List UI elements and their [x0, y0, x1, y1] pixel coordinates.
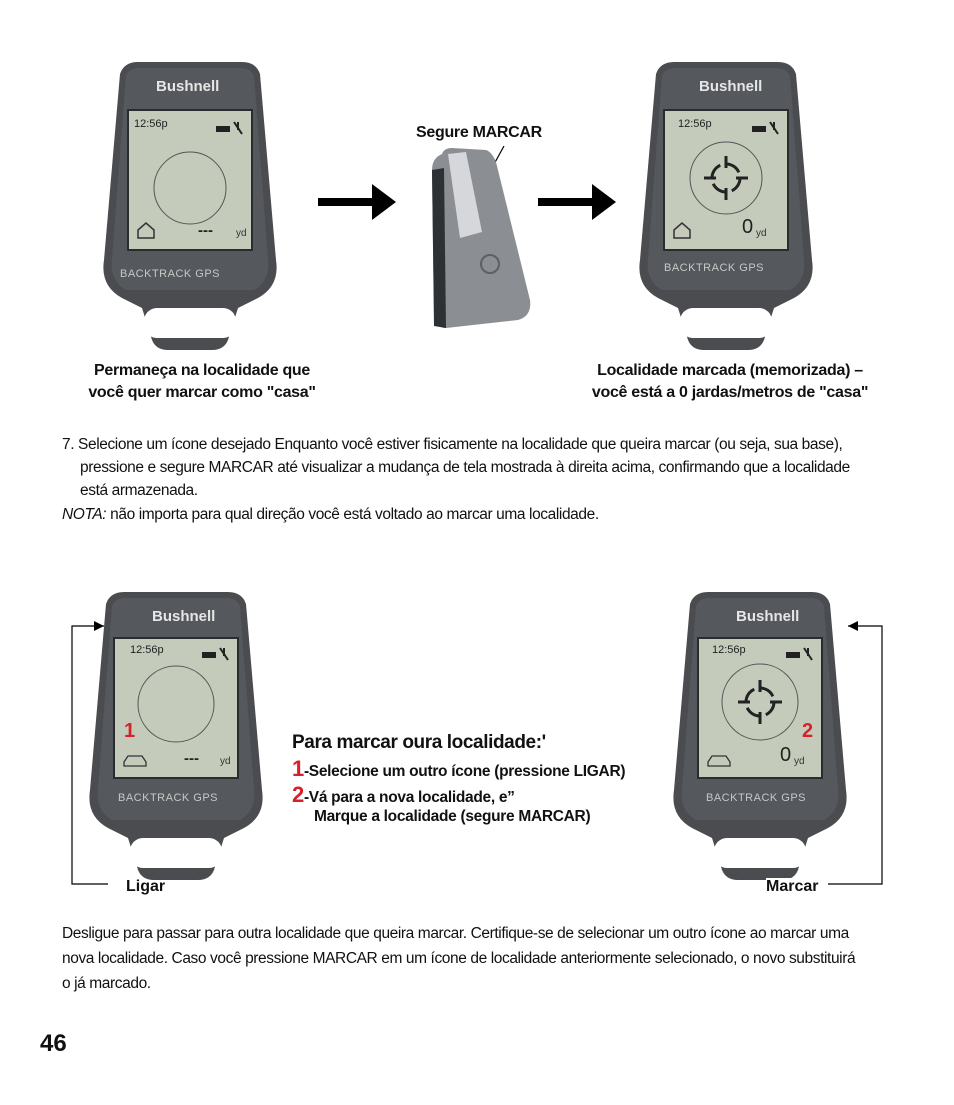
distance-unit: yd: [794, 756, 805, 767]
device-time: [678, 118, 712, 130]
paragraph-line: 7. Selecione um ícone desejado Enquanto você estiver fisicamente na localidade que queira marcar (ou seja, sua base),: [62, 436, 843, 453]
device-home-unmarked: [98, 60, 282, 352]
right-caption: [560, 360, 900, 404]
device-brand: Bushnell: [699, 78, 763, 95]
distance-readout: 0: [780, 744, 792, 766]
distance-unit: yd: [236, 228, 247, 239]
bottom-paragraph: [62, 921, 902, 996]
device-side-view: [426, 140, 546, 330]
note-line: [62, 503, 902, 526]
distance-unit: yd: [220, 756, 231, 767]
time-suffix: p: [157, 644, 164, 656]
device-model: BACKTRACK GPS: [706, 792, 807, 804]
step7-paragraph: [62, 433, 902, 502]
device-model: BACKTRACK GPS: [118, 792, 219, 804]
device-car-marked: [668, 590, 852, 882]
time-value: 12:56: [712, 644, 740, 656]
badge-one: 1: [124, 720, 136, 742]
note-text: não importa para qual direção você está voltado ao marcar uma localidade.: [106, 506, 599, 523]
hold-marcar-label: Segure MARCAR: [416, 124, 542, 141]
instructions-block: [292, 732, 672, 826]
paragraph-line: Desligue para passar para outra localidade que queira marcar. Certifique-se de selecionar um outro ícone ao marcar uma: [62, 925, 849, 942]
paragraph-line: o já marcado.: [62, 975, 151, 992]
distance-readout: ---: [198, 222, 213, 239]
marcar-label: Marcar: [766, 878, 822, 896]
device-time: [712, 644, 746, 656]
note-label: NOTA:: [62, 506, 107, 523]
marcar-bracket: [828, 618, 888, 888]
distance-readout: 0: [742, 216, 754, 238]
paragraph-line: nova localidade. Caso você pressione MARCAR em um ícone de localidade anteriormente selecionado, o novo substituirá: [62, 950, 856, 967]
right-arrow-icon: [538, 182, 618, 222]
instruction-step-2: [292, 782, 672, 808]
paragraph-line: está armazenada.: [80, 482, 198, 499]
step-number: 1: [292, 756, 304, 781]
time-value: 12:56: [134, 118, 162, 130]
step-number: 2: [292, 782, 304, 807]
device-brand: Bushnell: [736, 608, 800, 625]
device-home-marked: [634, 60, 818, 352]
caption-line: você está a 0 jardas/metros de "casa": [591, 384, 869, 401]
distance-readout: ---: [184, 750, 199, 767]
paragraph-line: pressione e segure MARCAR até visualizar a mudança de tela mostrada à direita acima, confirmando que a localidade: [80, 459, 850, 476]
time-suffix: p: [739, 644, 746, 656]
step-text: Marque a localidade (segure MARCAR): [314, 808, 591, 825]
time-value: 12:56: [678, 118, 706, 130]
device-time: [134, 118, 168, 130]
time-suffix: p: [161, 118, 168, 130]
time-suffix: p: [705, 118, 712, 130]
device-brand: Bushnell: [156, 78, 220, 95]
instructions-heading: Para marcar oura localidade:': [292, 732, 546, 753]
time-value: 12:56: [130, 644, 158, 656]
right-arrow-icon: [318, 182, 398, 222]
step-text: -Selecione um outro ícone (pressione LIGAR): [303, 763, 626, 780]
left-caption: [62, 360, 342, 404]
device-car-unmarked: [84, 590, 268, 882]
device-time: [130, 644, 164, 656]
instruction-step-1: [292, 756, 672, 782]
caption-line: Localidade marcada (memorizada) –: [597, 362, 863, 379]
caption-line: você quer marcar como "casa": [88, 384, 316, 401]
ligar-label: Ligar: [126, 878, 166, 895]
step-text: -Vá para a nova localidade, e”: [303, 789, 515, 806]
device-brand: Bushnell: [152, 608, 216, 625]
page-number: 46: [40, 1030, 67, 1057]
badge-two: 2: [802, 720, 814, 742]
device-model: BACKTRACK GPS: [664, 262, 765, 274]
caption-line: Permaneça na localidade que: [94, 362, 310, 379]
device-model: BACKTRACK GPS: [120, 268, 221, 280]
distance-unit: yd: [756, 228, 767, 239]
